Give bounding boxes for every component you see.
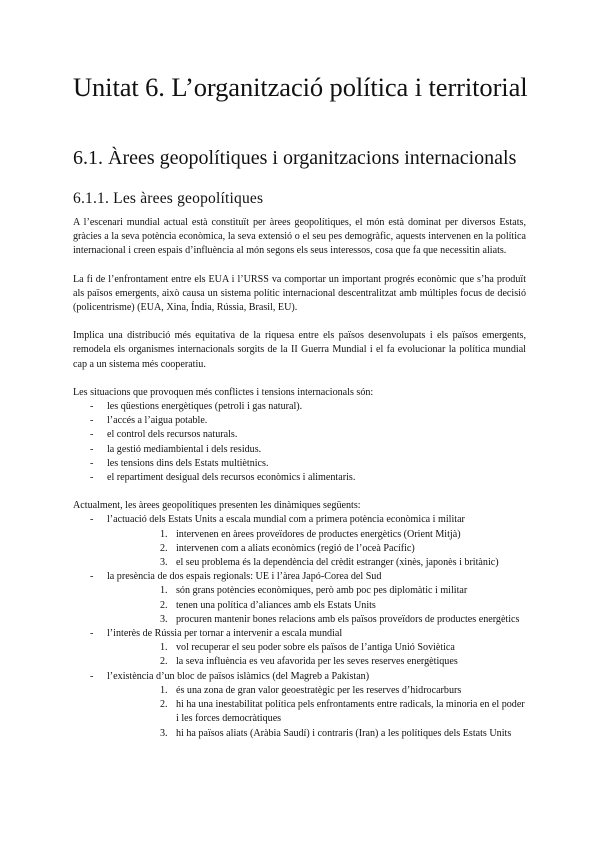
sub-item-text: intervenen en àrees proveïdores de productes energètics (Orient Mitjà) <box>176 528 461 540</box>
list-item <box>73 627 526 670</box>
dynamics-item-text: l’interès de Rússia per tornar a intervenir a escala mundial <box>107 628 343 640</box>
item-number: 2. <box>160 599 168 611</box>
list-item <box>73 570 526 627</box>
paragraph: A l’escenari mundial actual està constituït per àrees geopolítiques, el món està dominat per diversos Estats, gràcies a la seva potència econòmica, la seva extensió o el seu pes demogràfic, aquests intervenen en la política internacional i creen espais d’influència al món segons els seus interessos, cosa que fa que necessitin aliats. <box>73 217 526 257</box>
item-number: 1. <box>160 642 168 654</box>
unit-title: Unitat 6. L’organització política i territorial <box>73 72 528 102</box>
sub-item-text: la seva influència es veu afavorida per les seves reserves energètiques <box>176 656 458 668</box>
sub-list-item <box>107 641 526 655</box>
list-item <box>73 670 526 741</box>
sub-list-item <box>107 542 526 556</box>
sub-list-item <box>107 655 526 669</box>
dynamics-intro: Actualment, les àrees geopolítiques presenten les dinàmiques següents: <box>73 500 361 512</box>
item-number: 2. <box>160 542 168 554</box>
sub-item-text: tenen una política d’aliances amb els Estats Units <box>176 599 376 611</box>
sub-item-text: intervenen com a aliats econòmics (regió de l’oceà Pacífic) <box>176 542 415 554</box>
list-item: - el repartiment desigual dels recursos econòmics i alimentaris. <box>73 471 526 485</box>
list-item: - la gestió mediambiental i dels residus. <box>73 443 526 457</box>
sub-list-item <box>107 613 526 627</box>
dynamics-item-text: la presència de dos espais regionals: UE i l’àrea Japó-Corea del Sud <box>107 571 382 583</box>
sub-list-item <box>107 727 526 741</box>
sub-item-text: hi ha una inestabilitat política pels enfrontaments entre radicals, la minoria en el poder i les forces democràtiques <box>176 699 525 725</box>
sub-item-text: són grans potències econòmiques, però amb poc pes diplomàtic i militar <box>176 585 468 597</box>
sub-list <box>107 684 526 741</box>
sub-item-text: el seu problema és la dependència del crèdit estranger (xinès, japonès i britànic) <box>176 557 499 569</box>
list-item: - les qüestions energètiques (petroli i gas natural). <box>73 400 526 414</box>
sub-list-item <box>107 599 526 613</box>
item-number: 2. <box>160 656 168 668</box>
sub-list-item <box>107 556 526 570</box>
sub-list <box>107 584 526 627</box>
item-number: 3. <box>160 557 168 569</box>
item-number: 1. <box>160 684 168 696</box>
sub-list-item <box>107 528 526 542</box>
item-number: 1. <box>160 528 168 540</box>
sub-list <box>107 528 526 571</box>
sub-item-text: procuren mantenir bones relacions amb els països proveïdors de productes energètics <box>176 613 520 625</box>
paragraph: La fi de l’enfrontament entre els EUA i l’URSS va comportar un important progrés econòmic que s’ha produït als països emergents, això causa un sistema polític internacional descentralitzat amb múltiples focus de decisió (policentrisme) (EUA, Xina, Índia, Rússia, Brasil, EU). <box>73 273 526 314</box>
sub-item-text: és una zona de gran valor geoestratègic per les reserves d’hidrocarburs <box>176 684 462 696</box>
sub-item-text: hi ha països aliats (Aràbia Saudí) i contraris (Iran) a les polítiques dels Estats Units <box>176 727 512 739</box>
item-number: 3. <box>160 613 168 625</box>
conflicts-intro: Les situacions que provoquen més conflictes i tensions internacionals són: <box>73 386 374 398</box>
item-number: 3. <box>160 727 168 739</box>
list-item: - l’accés a l’aigua potable. <box>73 414 526 428</box>
subsection-heading: 6.1.1. Les àrees geopolítiques <box>73 190 264 207</box>
sub-item-text: vol recuperar el seu poder sobre els països de l’antiga Unió Soviètica <box>176 642 455 654</box>
list-item: - el control dels recursos naturals. <box>73 428 526 442</box>
paragraph: Implica una distribució més equitativa de la riquesa entre els països desenvolupats i els països emergents, remodela els organismes internacionals sorgits de la II Guerra Mundial i el fa evolucionar la política mundial cap a un sistema més cooperatiu. <box>73 330 526 370</box>
item-number: 2. <box>160 699 168 711</box>
list-item <box>73 513 526 570</box>
list-item: - les tensions dins dels Estats multiètnics. <box>73 457 526 471</box>
sub-list-item <box>107 698 526 726</box>
dynamics-list <box>73 513 526 740</box>
item-number: 1. <box>160 585 168 597</box>
sub-list-item <box>107 584 526 598</box>
dynamics-item-text: l’actuació dels Estats Units a escala mundial com a primera potència econòmica i militar <box>107 514 465 526</box>
section-heading: 6.1. Àrees geopolítiques i organitzacions internacionals <box>73 147 517 169</box>
conflicts-list <box>73 400 526 485</box>
dynamics-item-text: l’existència d’un bloc de països islàmics (del Magreb a Pakistan) <box>107 670 370 682</box>
sub-list-item <box>107 684 526 698</box>
sub-list <box>107 641 526 669</box>
document-body <box>73 216 526 741</box>
